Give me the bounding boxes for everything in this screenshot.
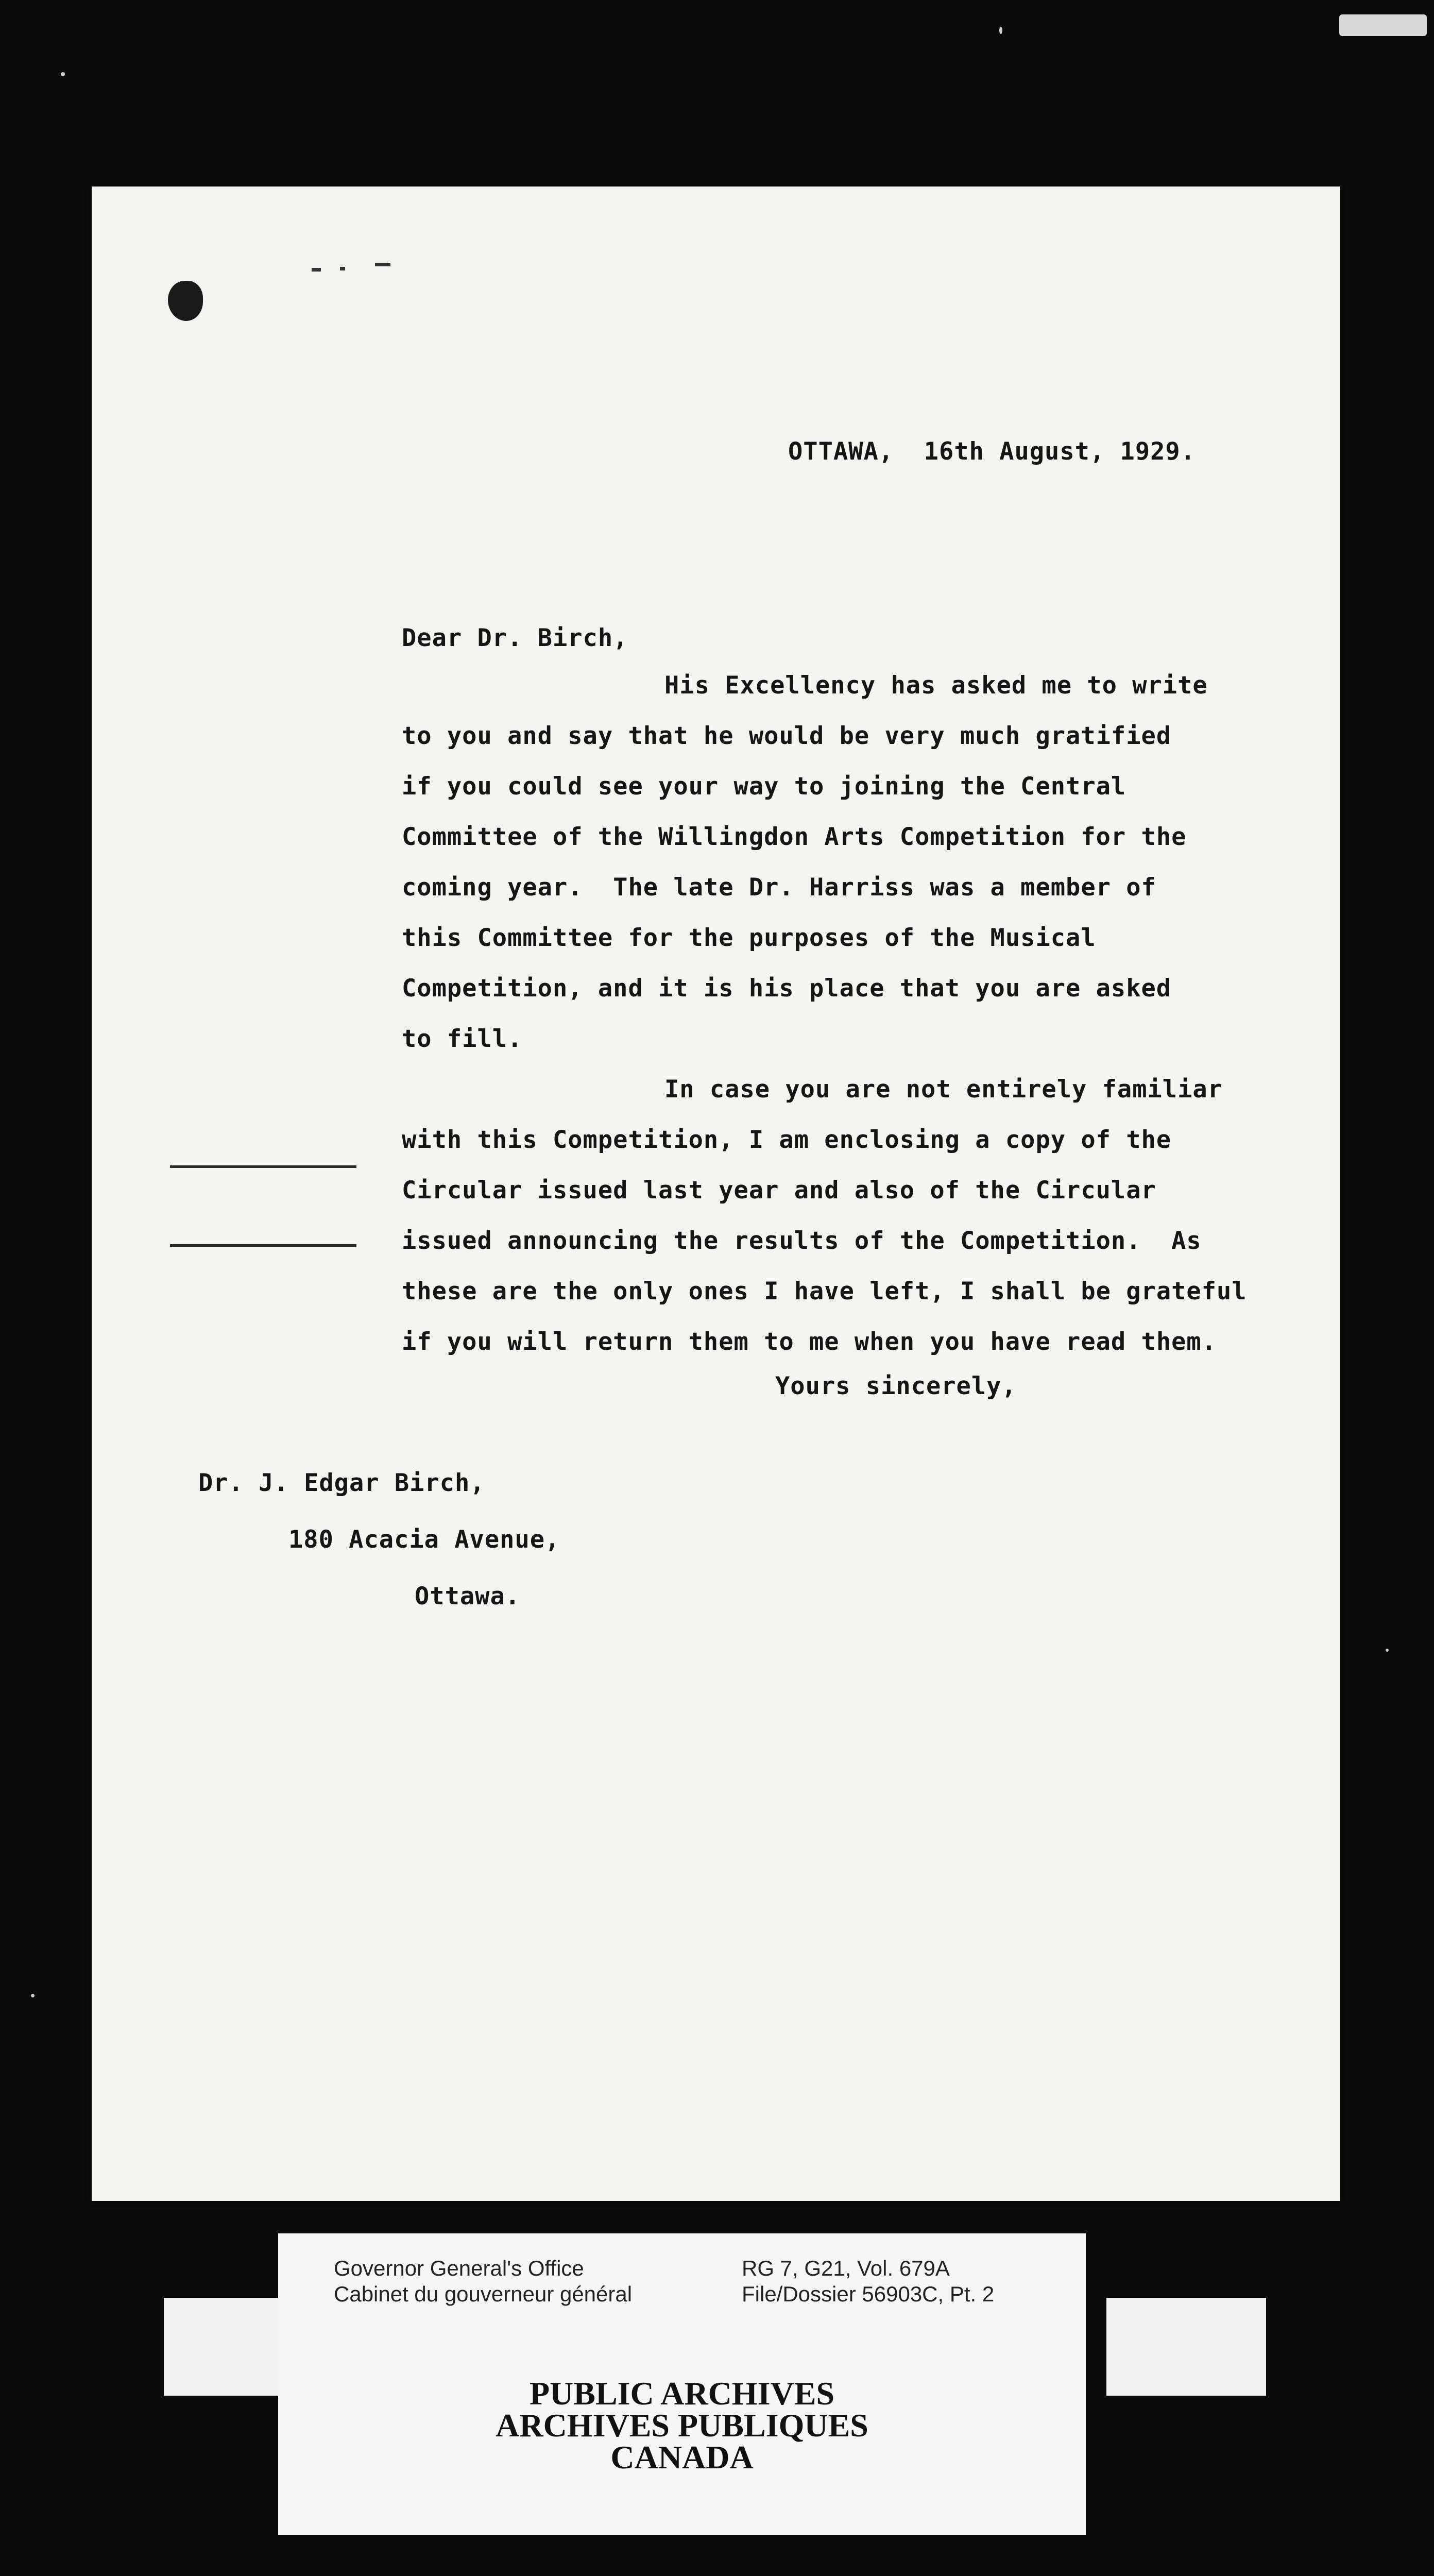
recipient-address-line: Ottawa. — [415, 1582, 521, 1611]
letter-body-line: to you and say that he would be very much gratified — [402, 722, 1172, 750]
letter-body-line: Circular issued last year and also of the Circular — [402, 1176, 1156, 1205]
label-reference: RG 7, G21, Vol. 679A — [742, 2256, 950, 2280]
label-file: File/Dossier 56903C, Pt. 2 — [742, 2282, 995, 2306]
label-tab-left — [164, 2298, 298, 2396]
letter-body-line: coming year. The late Dr. Harriss was a member of — [402, 873, 1156, 902]
letter-body-line: if you will return them to me when you have read them. — [402, 1328, 1217, 1356]
punch-hole-mark — [168, 281, 203, 321]
letter-body-line: Competition, and it is his place that you are asked — [402, 974, 1172, 1003]
archive-stamp — [278, 2375, 1086, 2476]
stray-mark — [312, 268, 321, 272]
letter-dateline: OTTAWA, 16th August, 1929. — [788, 437, 1196, 466]
label-office-fr: Cabinet du gouverneur général — [334, 2282, 633, 2306]
archive-name-en: PUBLIC ARCHIVES — [529, 2375, 835, 2412]
film-speck — [31, 1994, 35, 1997]
recipient-address-line: Dr. J. Edgar Birch, — [198, 1469, 485, 1497]
archive-name-fr: ARCHIVES PUBLIQUES — [496, 2407, 868, 2444]
letter-salutation: Dear Dr. Birch, — [402, 624, 628, 652]
letter-body-line: if you could see your way to joining the Central — [402, 772, 1126, 801]
film-speck — [61, 72, 65, 76]
letter-body-line: to fill. — [402, 1025, 523, 1053]
letter-body-line: issued announcing the results of the Competition. As — [402, 1227, 1202, 1255]
film-speck — [1386, 1649, 1389, 1652]
letter-body-line: this Committee for the purposes of the Musical — [402, 924, 1096, 952]
archive-country: CANADA — [610, 2439, 754, 2476]
stray-mark — [340, 267, 345, 270]
recipient-address-line: 180 Acacia Avenue, — [288, 1526, 560, 1554]
letter-body-line: with this Competition, I am enclosing a copy of the — [402, 1126, 1172, 1154]
letter-body-line: these are the only ones I have left, I shall be grateful — [402, 1277, 1247, 1306]
letter-body-line: Committee of the Willingdon Arts Competition for the — [402, 823, 1187, 851]
label-office-en: Governor General's Office — [334, 2256, 584, 2280]
letter-body-line: In case you are not entirely familiar — [664, 1075, 1223, 1104]
enclosure-margin-line — [170, 1244, 356, 1247]
film-speck — [999, 27, 1002, 34]
letter-closing: Yours sincerely, — [775, 1372, 1017, 1400]
letter-body-line: His Excellency has asked me to write — [664, 671, 1208, 700]
label-tab-right — [1106, 2298, 1266, 2396]
stray-mark — [375, 263, 390, 266]
enclosure-margin-line — [170, 1165, 356, 1168]
film-edge-mark — [1339, 14, 1427, 36]
